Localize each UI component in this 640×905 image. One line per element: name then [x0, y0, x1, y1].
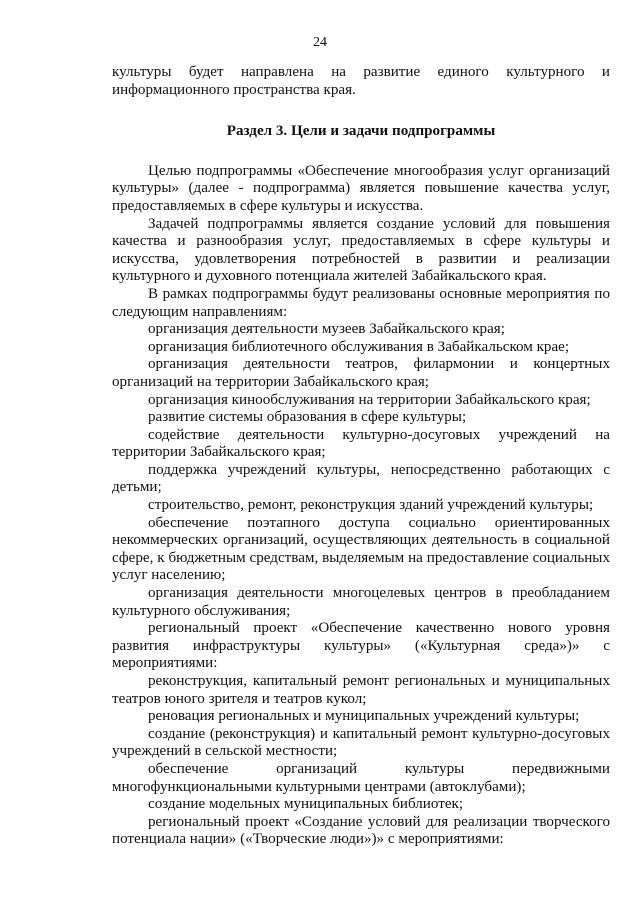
section-heading: Раздел 3. Цели и задачи подпрограммы — [226, 123, 496, 140]
list-item: содействие деятельности культурно-досуговых учреждений на территории Забайкальского края; — [112, 426, 610, 461]
list-item: создание (реконструкция) и капитальный ремонт культурно-досуговых учреждений в сельской местности; — [112, 725, 610, 760]
list-item: организация кинообслуживания на территории Забайкальского края; — [148, 391, 591, 408]
intro-paragraph: культуры будет направлена на развитие единого культурного и информационного пространства края. — [112, 64, 610, 98]
goal-paragraph: Целью подпрограммы «Обеспечение многообразия услуг организаций культуры» (далее - подпрограмма) является повышение качества услуг, предоставляемых в сфере культуры и искусства. — [112, 162, 610, 214]
task-paragraph: Задачей подпрограммы является создание условий для повышения качества и разнообразия услуг, предоставляемых в сфере культуры и искусства, удовлетворения потребностей в развитии и реализации культурного и духовного потенциала жителей Забайкальского края. — [112, 215, 610, 285]
list-item: организация деятельности музеев Забайкальского края; — [148, 321, 505, 338]
list-item: развитие системы образования в сфере культуры; — [148, 409, 467, 426]
list-item: организация библиотечного обслуживания в Забайкальском крае; — [148, 338, 570, 355]
list-item: поддержка учреждений культуры, непосредственно работающих с детьми; — [112, 461, 610, 496]
list-item: организация деятельности многоцелевых центров в преобладанием культурного обслуживания; — [112, 585, 610, 619]
list-item: реновация региональных и муниципальных учреждений культуры; — [148, 708, 580, 725]
page-number: 24 — [313, 35, 327, 50]
list-item: региональный проект «Создание условий для реализации творческого потенциала нации» («Творческие люди»)» с мероприятиями: — [112, 813, 610, 848]
list-item: строительство, ремонт, реконструкция зданий учреждений культуры; — [148, 497, 594, 514]
list-item: создание модельных муниципальных библиотек; — [148, 796, 464, 813]
list-item: обеспечение поэтапного доступа социально ориентированных некоммерческих организаций, осуществляющих деятельность в социальной сфере, к бюджетным средствам, выделяемым на предоставление социальных услуг населению; — [112, 514, 610, 584]
list-item: региональный проект «Обеспечение качественно нового уровня развития инфраструктуры культуры» («Культурная среда»)» с мероприятиями: — [112, 620, 610, 672]
list-item: организация деятельности театров, филармонии и концертных организаций на территории Забайкальского края; — [112, 356, 610, 390]
directions-intro-paragraph: В рамках подпрограммы будут реализованы основные мероприятия по следующим направлениям: — [112, 285, 610, 320]
list-item: реконструкция, капитальный ремонт региональных и муниципальных театров юного зрителя и театров кукол; — [112, 673, 610, 707]
list-item: обеспечение организаций культуры передвижными многофункциональными культурными центрами (автоклубами); — [112, 760, 610, 795]
document-body — [112, 64, 610, 849]
